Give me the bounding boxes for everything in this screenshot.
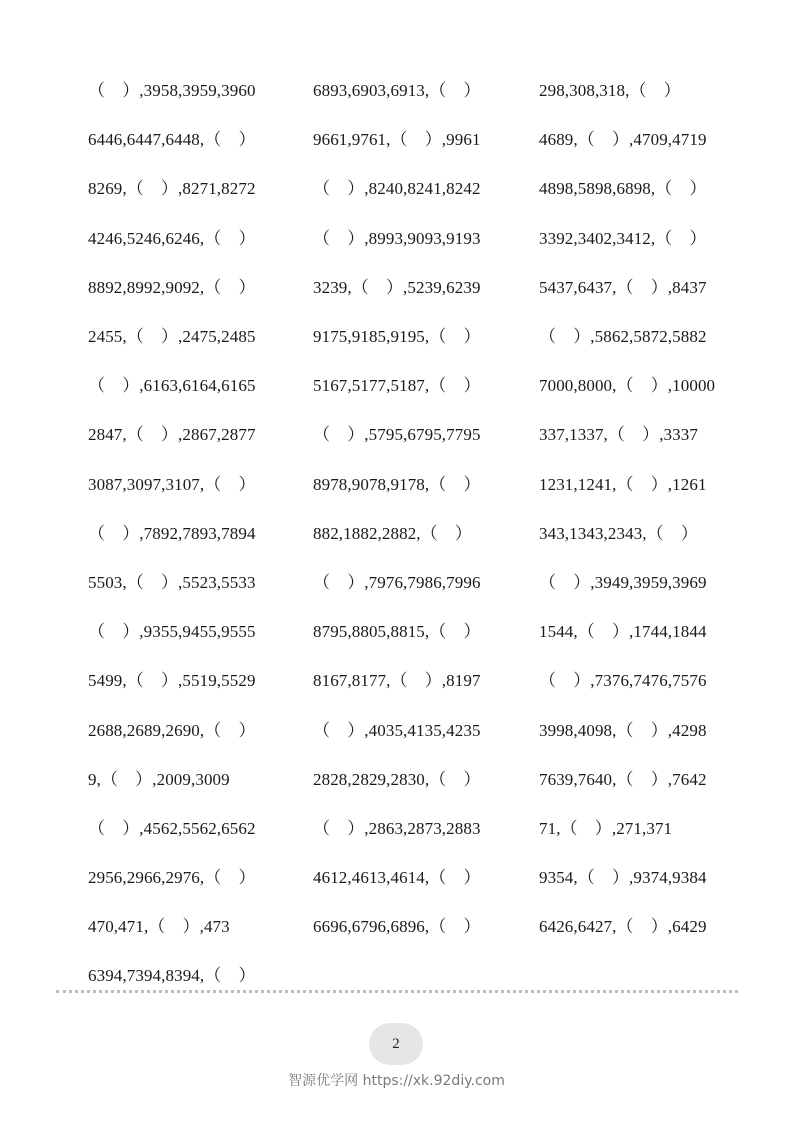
- worksheet-row: [88, 654, 748, 703]
- worksheet-row: [88, 261, 748, 310]
- sequence-problem: 8892,8992,9092,（ ）: [88, 277, 256, 297]
- sequence-problem: 2956,2966,2976,（ ）: [88, 868, 256, 888]
- worksheet-row: [88, 310, 748, 359]
- worksheet-row: [88, 212, 748, 261]
- footer-watermark: 智源优学网 https://xk.92diy.com: [288, 1073, 505, 1089]
- sequence-problem: （ ）,7892,7893,7894: [88, 523, 256, 543]
- sequence-problem: （ ）,4562,5562,6562: [88, 818, 256, 838]
- sequence-problem: 9175,9185,9195,（ ）: [313, 327, 481, 347]
- worksheet-row: [88, 753, 748, 802]
- sequence-problem: （ ）,3949,3959,3969: [539, 572, 707, 592]
- dotted-divider: [56, 990, 738, 993]
- sequence-problem: 2688,2689,2690,（ ）: [88, 720, 256, 740]
- sequence-problem: 3392,3402,3412,（ ）: [539, 228, 707, 248]
- sequence-problem: 71,（ ）,271,371: [539, 818, 673, 838]
- sequence-problem: 4898,5898,6898,（ ）: [539, 179, 707, 199]
- sequence-problem: 2847,（ ）,2867,2877: [88, 425, 256, 445]
- sequence-problem: 343,1343,2343,（ ）: [539, 523, 698, 543]
- page-number-badge: 2: [369, 1023, 423, 1065]
- sequence-problem: 5503,（ ）,5523,5533: [88, 572, 256, 592]
- worksheet-row: [88, 703, 748, 752]
- sequence-problem: （ ）,5795,6795,7795: [313, 425, 481, 445]
- sequence-problem: （ ）,9355,9455,9555: [88, 622, 256, 642]
- worksheet-row: [88, 605, 748, 654]
- sequence-problem: 5499,（ ）,5519,5529: [88, 671, 256, 691]
- sequence-problem: 3998,4098,（ ）,4298: [539, 720, 707, 740]
- sequence-problem: 470,471,（ ）,473: [88, 917, 230, 937]
- sequence-problem: 1544,（ ）,1744,1844: [539, 622, 707, 642]
- worksheet-row: [88, 359, 748, 408]
- sequence-problem: （ ）,2863,2873,2883: [313, 818, 481, 838]
- number-sequence-grid: [88, 64, 748, 999]
- sequence-problem: （ ）,4035,4135,4235: [313, 720, 481, 740]
- worksheet-row: [88, 408, 748, 457]
- sequence-problem: 2455,（ ）,2475,2485: [88, 327, 256, 347]
- worksheet-row: [88, 851, 748, 900]
- sequence-problem: 5167,5177,5187,（ ）: [313, 376, 481, 396]
- sequence-problem: 3239,（ ）,5239,6239: [313, 277, 481, 297]
- sequence-problem: 882,1882,2882,（ ）: [313, 523, 472, 543]
- worksheet-row: [88, 802, 748, 851]
- sequence-problem: 7000,8000,（ ）,10000: [539, 376, 716, 396]
- worksheet-row: [88, 458, 748, 507]
- worksheet-row: [88, 556, 748, 605]
- sequence-problem: 8978,9078,9178,（ ）: [313, 474, 481, 494]
- sequence-problem: 6893,6903,6913,（ ）: [313, 81, 481, 101]
- sequence-problem: （ ）,5862,5872,5882: [539, 327, 707, 347]
- sequence-problem: 8167,8177,（ ）,8197: [313, 671, 481, 691]
- sequence-problem: （ ）,8993,9093,9193: [313, 228, 481, 248]
- sequence-problem: 6446,6447,6448,（ ）: [88, 130, 256, 150]
- sequence-problem: 4612,4613,4614,（ ）: [313, 868, 481, 888]
- sequence-problem: 5437,6437,（ ）,8437: [539, 277, 707, 297]
- sequence-problem: （ ）,6163,6164,6165: [88, 376, 256, 396]
- sequence-problem: 8269,（ ）,8271,8272: [88, 179, 256, 199]
- sequence-problem: 337,1337,（ ）,3337: [539, 425, 698, 445]
- sequence-problem: 1231,1241,（ ）,1261: [539, 474, 707, 494]
- sequence-problem: 7639,7640,（ ）,7642: [539, 769, 707, 789]
- worksheet-row: [88, 162, 748, 211]
- sequence-problem: 4246,5246,6246,（ ）: [88, 228, 256, 248]
- worksheet-row: [88, 113, 748, 162]
- sequence-problem: 9,（ ）,2009,3009: [88, 769, 230, 789]
- sequence-problem: 8795,8805,8815,（ ）: [313, 622, 481, 642]
- sequence-problem: 9661,9761,（ ）,9961: [313, 130, 481, 150]
- worksheet-row: [88, 507, 748, 556]
- sequence-problem: 6426,6427,（ ）,6429: [539, 917, 707, 937]
- sequence-problem: 298,308,318,（ ）: [539, 81, 681, 101]
- worksheet-row: [88, 64, 748, 113]
- sequence-problem: （ ）,3958,3959,3960: [88, 81, 256, 101]
- sequence-problem: 6696,6796,6896,（ ）: [313, 917, 481, 937]
- sequence-problem: 9354,（ ）,9374,9384: [539, 868, 707, 888]
- worksheet-row: [88, 900, 748, 949]
- sequence-problem: （ ）,7376,7476,7576: [539, 671, 707, 691]
- sequence-problem: 4689,（ ）,4709,4719: [539, 130, 707, 150]
- sequence-problem: 3087,3097,3107,（ ）: [88, 474, 256, 494]
- sequence-problem: （ ）,7976,7986,7996: [313, 572, 481, 592]
- sequence-problem: 6394,7394,8394,（ ）: [88, 966, 256, 986]
- sequence-problem: 2828,2829,2830,（ ）: [313, 769, 481, 789]
- sequence-problem: （ ）,8240,8241,8242: [313, 179, 481, 199]
